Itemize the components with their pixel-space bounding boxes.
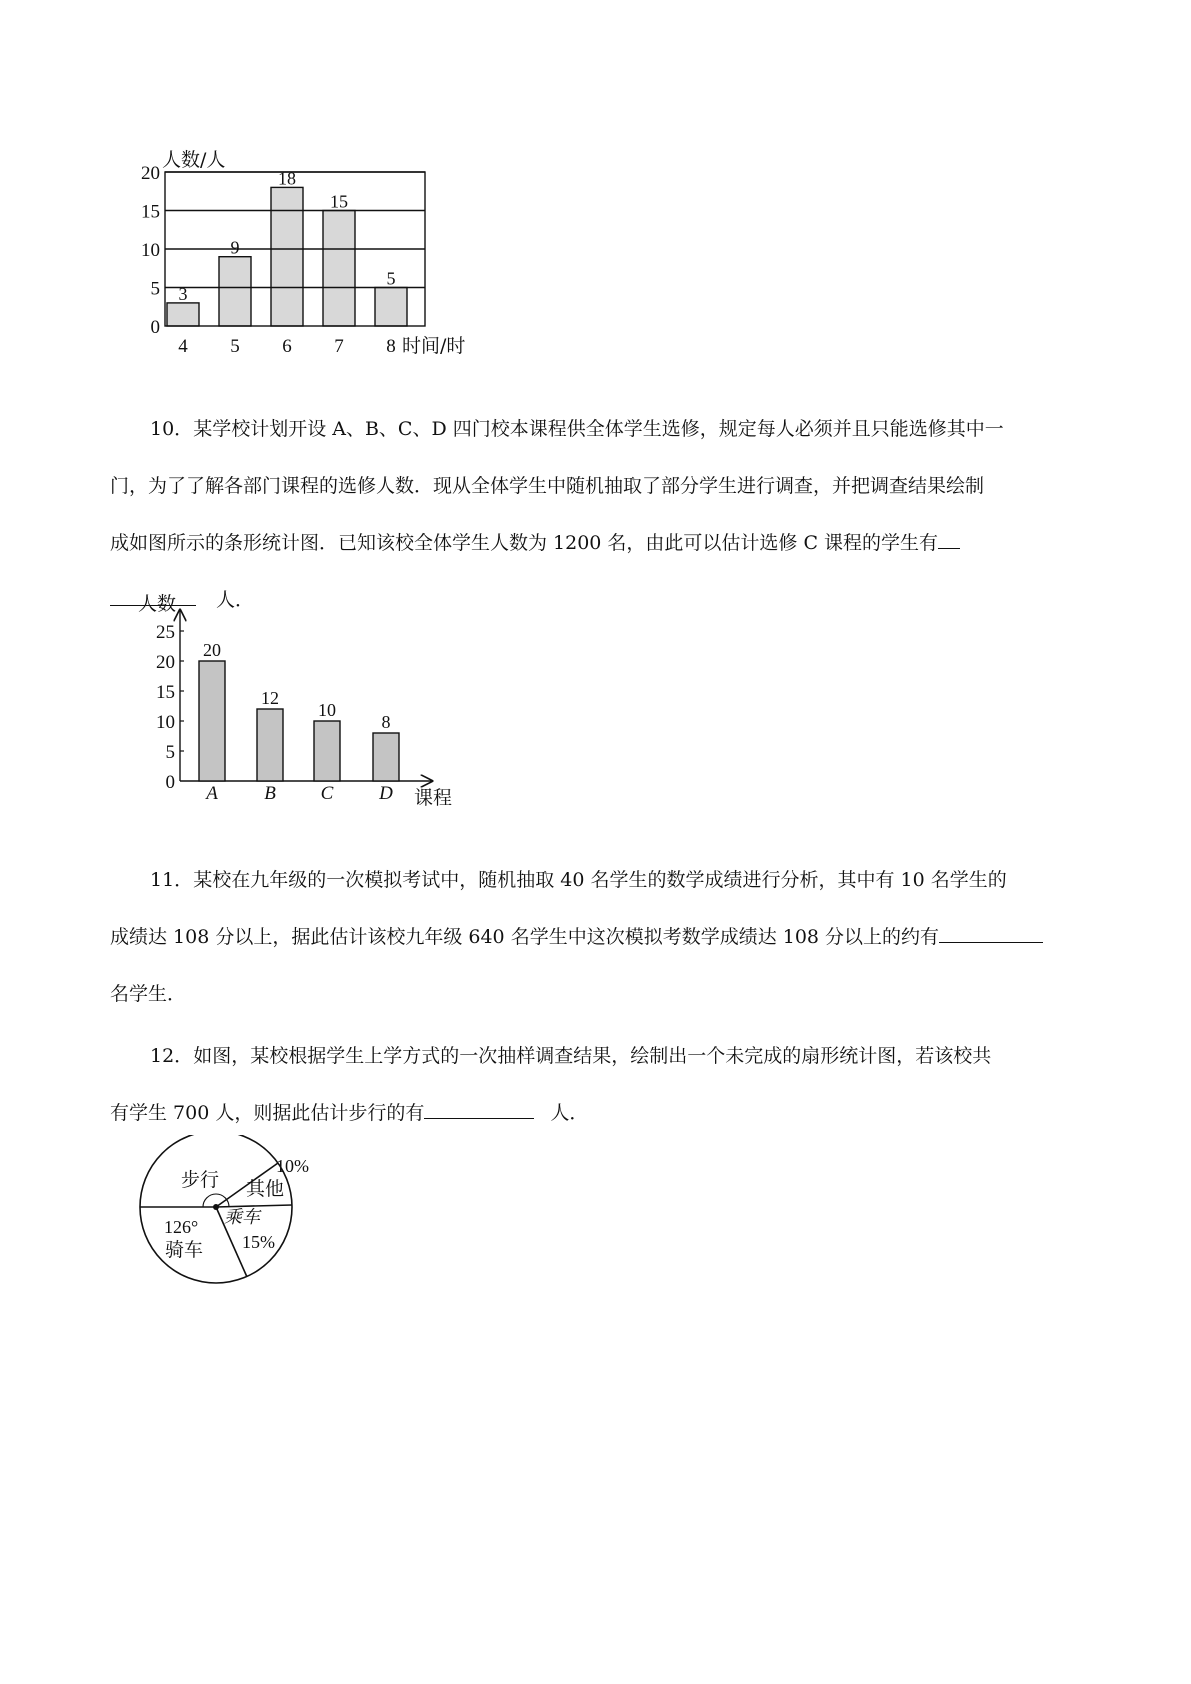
bar bbox=[375, 288, 407, 327]
question-10-line-1: 10．某学校计划开设 A、B、C、D 四门校本课程供全体学生选修，规定每人必须并且只能选修其中一 bbox=[150, 418, 1004, 440]
question-12 bbox=[110, 1028, 1090, 1142]
x-tick-label: D bbox=[379, 783, 393, 804]
y-tick-label: 10 bbox=[156, 712, 175, 733]
slice-label-bike: 骑车 bbox=[165, 1239, 204, 1261]
x-tick-label: 5 bbox=[230, 336, 240, 357]
slice-label-bus: 乘车 bbox=[224, 1207, 260, 1228]
bar bbox=[199, 661, 225, 781]
x-tick-label: 4 bbox=[178, 336, 188, 357]
hours-bar-chart bbox=[130, 140, 490, 370]
data-label: 8 bbox=[381, 712, 391, 732]
x-axis-label: 时间/时 bbox=[402, 335, 466, 357]
course-bar-chart bbox=[130, 585, 470, 815]
y-tick-label: 15 bbox=[141, 201, 160, 223]
question-10-line-3: 成如图所示的条形统计图．已知该校全体学生人数为 1200 名，由此可以估计选修 C 课程的学生有 bbox=[110, 515, 1090, 572]
bar bbox=[323, 211, 355, 327]
question-10-line-4: 人． bbox=[110, 572, 1090, 629]
question-11-line-3: 名学生． bbox=[110, 983, 187, 1005]
data-label: 12 bbox=[261, 688, 279, 708]
data-label: 18 bbox=[278, 168, 296, 189]
question-10-line-2: 门，为了了解各部门课程的选修人数．现从全体学生中随机抽取了部分学生进行调查，并把调查结果绘制 bbox=[110, 475, 985, 497]
x-tick-label: B bbox=[264, 783, 276, 804]
data-label: 15 bbox=[330, 191, 348, 212]
data-label: 9 bbox=[230, 237, 240, 258]
y-axis-label: 人数/人 bbox=[162, 149, 226, 171]
question-11 bbox=[110, 852, 1090, 1023]
question-12-number: 12． bbox=[150, 1045, 194, 1067]
bar bbox=[373, 733, 399, 781]
pie-center bbox=[213, 1204, 219, 1210]
y-tick-label: 20 bbox=[156, 652, 175, 673]
y-tick-label: 5 bbox=[150, 278, 160, 300]
data-label: 5 bbox=[386, 268, 396, 289]
question-11-line-1: 11．某校在九年级的一次模拟考试中，随机抽取 40 名学生的数学成绩进行分析，其中有 10 名学生的 bbox=[150, 869, 1007, 891]
answer-blank-11[interactable] bbox=[939, 921, 1043, 943]
x-axis-label: 课程 bbox=[414, 787, 453, 809]
bar bbox=[271, 187, 303, 326]
y-tick-label: 0 bbox=[165, 772, 175, 793]
bar bbox=[257, 709, 283, 781]
slice-label-walk: 步行 bbox=[181, 1169, 220, 1191]
data-label: 10 bbox=[318, 700, 336, 720]
slice-value-bike: 126° bbox=[164, 1217, 199, 1237]
x-tick-label: C bbox=[320, 783, 334, 804]
question-11-number: 11． bbox=[150, 869, 194, 891]
y-tick-label: 15 bbox=[156, 682, 175, 703]
data-label: 20 bbox=[203, 640, 221, 660]
y-tick-label: 20 bbox=[141, 163, 160, 184]
question-12-line-2: 有学生 700 人，则据此估计步行的有 人． bbox=[110, 1085, 1090, 1142]
bar bbox=[314, 721, 340, 781]
slice-value-bus: 15% bbox=[242, 1232, 275, 1252]
answer-blank-12[interactable] bbox=[424, 1097, 534, 1119]
question-11-line-2: 成绩达 108 分以上，据此估计该校九年级 640 名学生中这次模拟考数学成绩达 108 分以上的约有 bbox=[110, 909, 1090, 966]
slice-value-other: 10% bbox=[276, 1156, 309, 1176]
x-tick-label: 8 bbox=[386, 336, 396, 357]
bar bbox=[167, 303, 199, 326]
x-tick-label: 6 bbox=[282, 336, 292, 357]
y-tick-label: 25 bbox=[156, 622, 175, 643]
answer-blank-10a[interactable] bbox=[938, 527, 960, 549]
commute-pie-chart bbox=[130, 1135, 330, 1285]
x-tick-label: 7 bbox=[334, 336, 344, 357]
y-axis-label: 人数 bbox=[138, 593, 177, 615]
question-10-number: 10． bbox=[150, 418, 194, 440]
data-label: 3 bbox=[178, 283, 188, 304]
y-tick-label: 10 bbox=[141, 240, 160, 261]
x-tick-label: A bbox=[206, 783, 218, 804]
y-tick-label: 0 bbox=[150, 317, 160, 338]
question-12-line-1: 12．如图，某校根据学生上学方式的一次抽样调查结果，绘制出一个未完成的扇形统计图，若该校共 bbox=[150, 1045, 992, 1067]
slice-label-other: 其他 bbox=[246, 1178, 285, 1200]
bar bbox=[219, 257, 251, 326]
y-tick-label: 5 bbox=[165, 742, 175, 763]
